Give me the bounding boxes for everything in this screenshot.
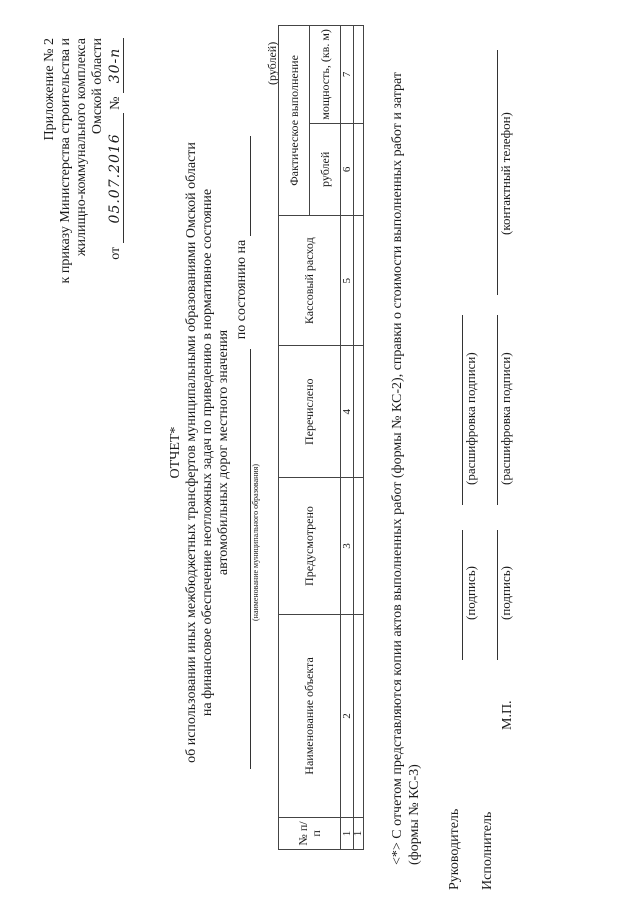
appendix-line: Приложение № 2 xyxy=(42,38,57,141)
column-number: 6 xyxy=(341,123,354,215)
table-cell xyxy=(354,215,364,346)
header-transferred: Перечислено xyxy=(279,346,341,478)
executor-label: Исполнитель xyxy=(480,811,495,890)
table-header-row xyxy=(279,26,310,850)
column-number: 3 xyxy=(341,478,354,615)
table-cell xyxy=(354,615,364,818)
executor-decipher-caption: (расшифровка подписи) xyxy=(498,352,513,485)
report-title-block xyxy=(168,120,261,785)
report-heading: ОТЧЕТ* xyxy=(168,426,183,479)
report-title-line: на финансовое обеспечение неотложных задач по приведению в нормативное состояние xyxy=(200,188,215,717)
column-number: 5 xyxy=(341,215,354,346)
table-row xyxy=(354,26,364,850)
appendix-line: к приказу Министерства строительства и xyxy=(58,38,73,284)
column-number: 2 xyxy=(341,615,354,818)
table-cell xyxy=(354,346,364,478)
column-number: 1 xyxy=(341,817,354,849)
head-label: Руководитель xyxy=(447,808,462,890)
order-date: 05.07.2016 xyxy=(107,113,124,243)
appendix-line: жилищно-коммунального комплекса xyxy=(74,38,89,257)
header-rubles: рублей xyxy=(310,123,341,215)
from-label: от xyxy=(108,246,123,260)
header-num: № п/п xyxy=(279,817,341,849)
appendix-header xyxy=(42,38,124,283)
units-label: (рублей) xyxy=(265,41,279,85)
as-of-label: по состоянию на xyxy=(234,239,249,340)
header-actual: Фактическое выполнение xyxy=(279,26,310,216)
table-cell: 1 xyxy=(354,817,364,849)
order-number: 30-п xyxy=(107,38,124,93)
municipality-caption: (наименование муниципального образования) xyxy=(251,464,260,621)
head-signature-caption: (подпись) xyxy=(463,566,478,620)
as-of-blank-line xyxy=(234,136,251,236)
order-date-row xyxy=(107,38,124,283)
report-title-line: автомобильных дорог местного значения xyxy=(216,329,231,576)
table-column-numbers-row xyxy=(341,26,354,850)
table-cell xyxy=(354,123,364,215)
executor-signature-caption: (подпись) xyxy=(498,566,513,620)
table-cell xyxy=(354,478,364,615)
column-number: 7 xyxy=(341,26,354,124)
header-cash: Кассовый расход xyxy=(279,215,341,346)
number-label: № xyxy=(108,96,123,110)
header-object: Наименование объекта xyxy=(279,615,341,818)
report-title-line: об использовании иных межбюджетных трансфертов муниципальными образованиями Омской области xyxy=(184,142,199,763)
appendix-line: Омской области xyxy=(90,38,105,135)
footnote: <*> С отчетом представляются копии актов выполненных работ (формы № КС-2), справки о стоимости выполненных работ и затрат (формы № КС-3) xyxy=(390,72,422,865)
head-decipher-caption: (расшифровка подписи) xyxy=(463,352,478,485)
municipality-row xyxy=(234,120,251,785)
column-number: 4 xyxy=(341,346,354,478)
executor-phone-caption: (контактный телефон) xyxy=(498,112,513,235)
report-table xyxy=(278,25,364,850)
header-planned: Предусмотрено xyxy=(279,478,341,615)
header-capacity: мощность, (кв. м) xyxy=(310,26,341,124)
table-cell xyxy=(354,26,364,124)
stamp-place-label: М.П. xyxy=(500,700,515,730)
municipality-blank-line xyxy=(234,349,251,769)
